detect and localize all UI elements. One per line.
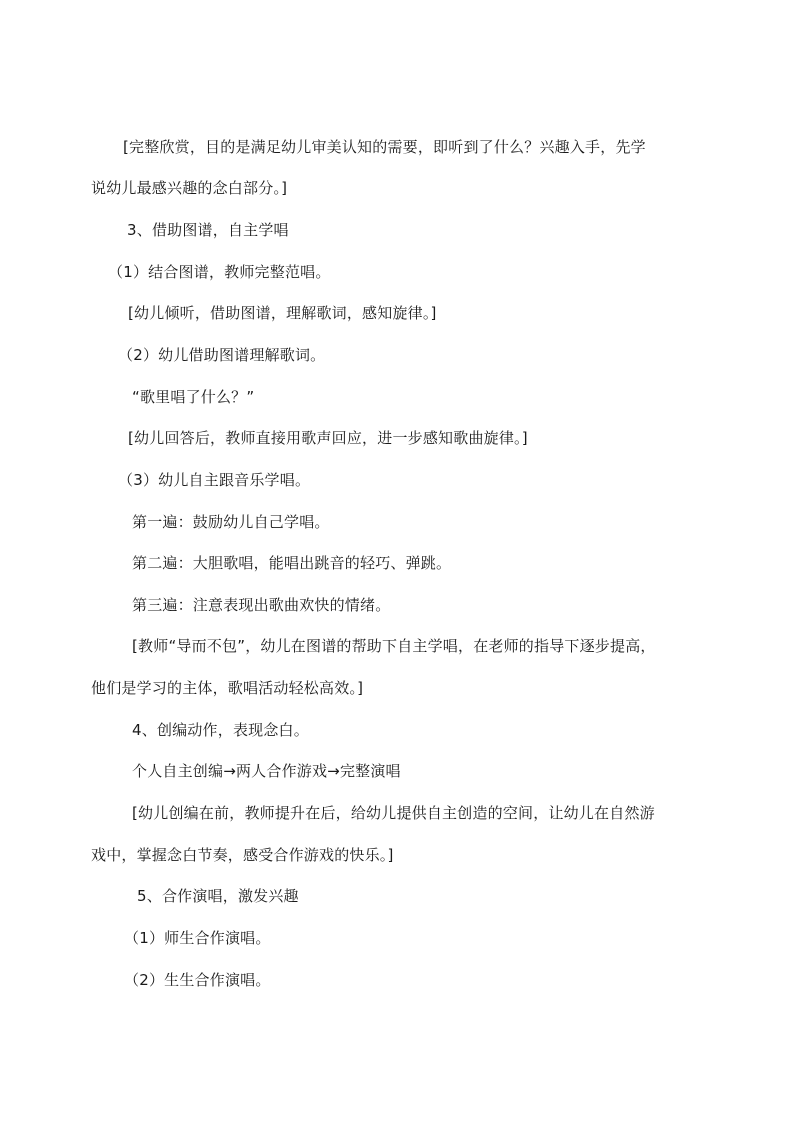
section-heading: 5、合作演唱，激发兴趣 (137, 887, 299, 905)
paragraph-line: 第二遍：大胆歌唱，能唱出跳音的轻巧、弹跳。 (132, 554, 452, 572)
annotation-line: [幼儿回答后，教师直接用歌声回应，进一步感知歌曲旋律。] (128, 429, 528, 447)
quote-line: “歌里唱了什么？” (132, 388, 255, 406)
paragraph-line: 第一遍：鼓励幼儿自己学唱。 (132, 513, 330, 531)
annotation-line: [幼儿创编在前，教师提升在后，给幼儿提供自主创造的空间，让幼儿在自然游 (132, 804, 655, 822)
paragraph-line: [完整欣赏，目的是满足幼儿审美认知的需要，即听到了什么？兴趣入手，先学 (123, 138, 646, 156)
paragraph-line: 第三遍：注意表现出歌曲欢快的情绪。 (132, 596, 391, 614)
section-heading: 3、借助图谱，自主学唱 (127, 221, 289, 239)
list-item: （1）结合图谱，教师完整范唱。 (108, 263, 331, 281)
list-item: （1）师生合作演唱。 (124, 929, 271, 947)
paragraph-line: 个人自主创编→两人合作游戏→完整演唱 (132, 762, 401, 780)
annotation-line: 戏中，掌握念白节奏，感受合作游戏的快乐。] (91, 846, 394, 864)
annotation-line: 他们是学习的主体，歌唱活动轻松高效。] (91, 679, 364, 697)
section-heading: 4、创编动作，表现念白。 (132, 721, 309, 739)
annotation-line: [教师“导而不包”，幼儿在图谱的帮助下自主学唱，在老师的指导下逐步提高， (132, 637, 656, 655)
list-item: （2）生生合作演唱。 (124, 971, 271, 989)
paragraph-line: 说幼儿最感兴趣的念白部分。] (91, 179, 288, 197)
list-item: （3）幼儿自主跟音乐学唱。 (118, 471, 311, 489)
list-item: （2）幼儿借助图谱理解歌词。 (118, 346, 326, 364)
annotation-line: [幼儿倾听，借助图谱，理解歌词，感知旋律。] (128, 304, 437, 322)
